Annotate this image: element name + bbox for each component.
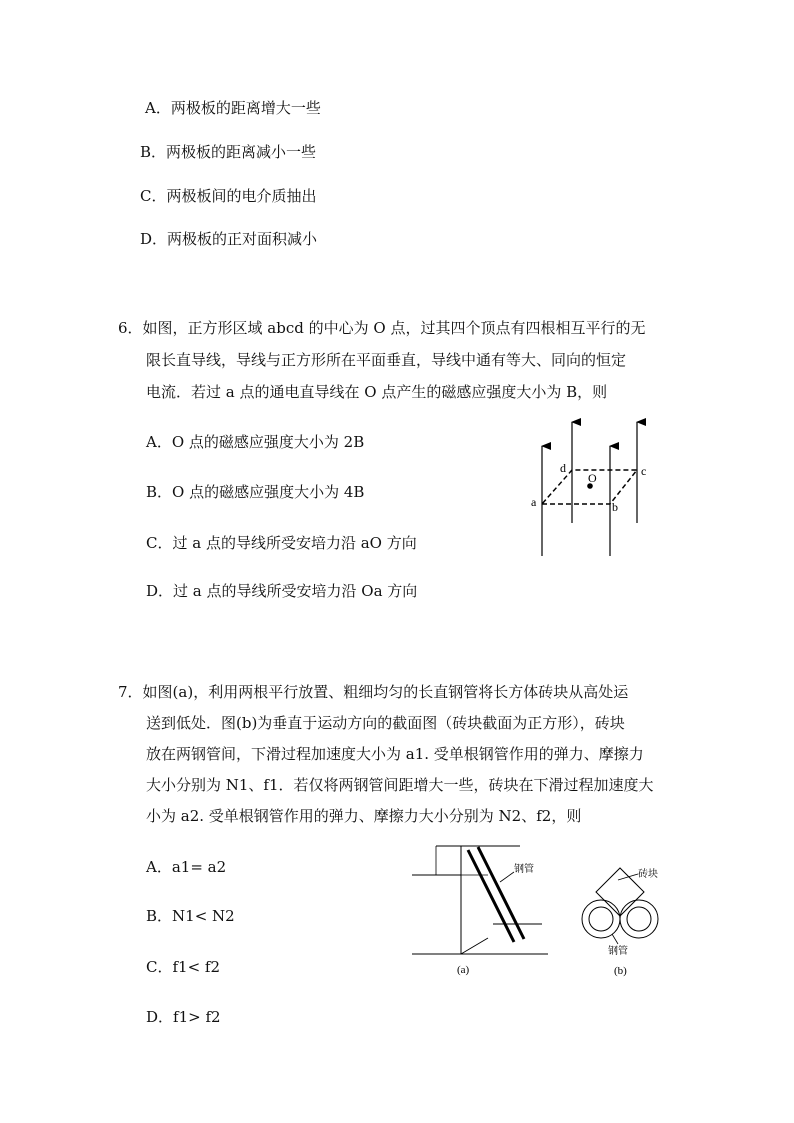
q6-option-a: A．O 点的磁感应强度大小为 2B — [146, 433, 365, 451]
q7-stem-line-1: 7．如图(a)，利用两根平行放置、粗细均匀的长直钢管将长方体砖块从高处运 — [118, 683, 629, 701]
q7-option-b: B．N1< N2 — [146, 907, 235, 925]
q5-option-d: D．两极板的正对面积减小 — [140, 230, 318, 248]
q6-stem-line-2: 限长直导线，导线与正方形所在平面垂直，导线中通有等大、同向的恒定 — [146, 351, 627, 369]
pipe-right-outer — [620, 900, 658, 938]
q7-option-d: D．f1> f2 — [146, 1008, 221, 1026]
label-c: c — [641, 464, 647, 478]
label-d: d — [560, 461, 566, 475]
label-brick: 砖块 — [638, 869, 658, 880]
q7-stem-line-4: 大小分别为 N1、f1．若仅将两钢管间距增大一些，砖块在下滑过程加速度大 — [146, 776, 654, 794]
q6-stem-line-1: 6．如图，正方形区域 abcd 的中心为 O 点，过其四个顶点有四根相互平行的无 — [118, 319, 646, 337]
q7-option-a: A．a1= a2 — [146, 858, 227, 876]
label-b: b — [612, 500, 618, 514]
q5-option-a: A．两极板的距离增大一些 — [145, 99, 321, 117]
q7-option-c: C．f1< f2 — [146, 958, 221, 976]
pipe-left-outer — [582, 900, 620, 938]
q5-option-b: B．两极板的距离减小一些 — [140, 143, 317, 161]
label-pipe-b: 钢管 — [608, 946, 628, 957]
q7-stem-line-5: 小为 a2. 受单根钢管作用的弹力、摩擦力大小分别为 N2、f2，则 — [146, 807, 582, 825]
q7-stem-line-3: 放在两钢管间，下滑过程加速度大小为 a1. 受单根钢管作用的弹力、摩擦力 — [146, 745, 644, 763]
q6-option-d: D．过 a 点的导线所受安培力沿 Oa 方向 — [146, 582, 418, 600]
q5-option-c: C．两极板间的电介质抽出 — [140, 187, 317, 205]
pipe-1 — [468, 850, 514, 942]
q7-figure-a — [408, 842, 558, 977]
label-a: a — [531, 495, 537, 509]
pipe-right-inner — [627, 907, 651, 931]
q6-wire-figure — [520, 418, 660, 560]
label-o: O — [588, 471, 597, 485]
q6-stem-line-3: 电流．若过 a 点的通电直导线在 O 点产生的磁感应强度大小为 B，则 — [146, 383, 608, 401]
label-pipe-a: 钢管 — [514, 864, 534, 875]
pipe-2 — [478, 847, 524, 939]
pipe-left-inner — [589, 907, 613, 931]
caption-b: (b) — [614, 965, 627, 977]
q6-option-c: C．过 a 点的导线所受安培力沿 aO 方向 — [146, 534, 417, 552]
q7-figure-b — [578, 858, 668, 980]
brick-square — [596, 868, 644, 916]
q7-stem-line-2: 送到低处．图(b)为垂直于运动方向的截面图（砖块截面为正方形），砖块 — [146, 714, 625, 732]
caption-a: (a) — [457, 964, 470, 976]
q6-option-b: B．O 点的磁感应强度大小为 4B — [146, 483, 365, 501]
